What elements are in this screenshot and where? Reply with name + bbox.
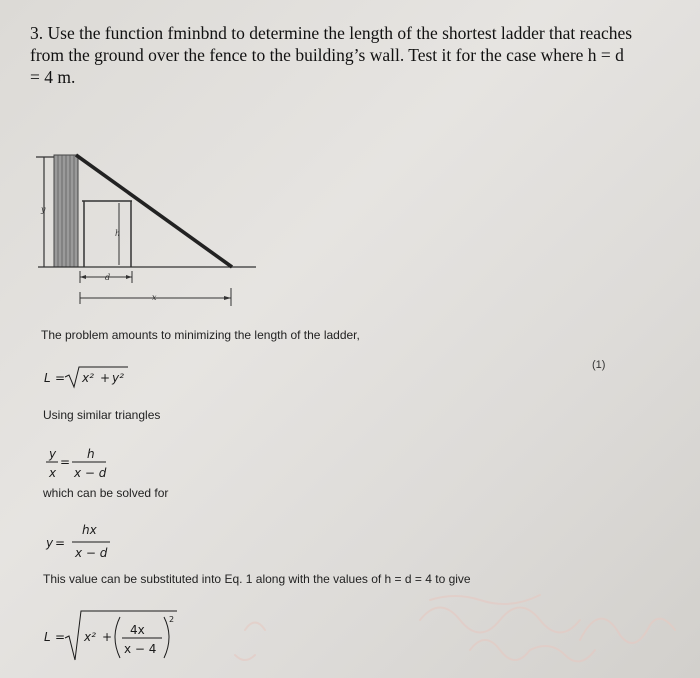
eq1-y2: y² [112,371,124,385]
ysol-equals: = [55,536,66,550]
eq1-L: L [44,371,51,385]
final-x-minus-4: x − 4 [124,642,157,656]
y-solution-equation [44,520,144,562]
ysol-x-minus-d: x − d [75,546,108,560]
final-square: 2 [169,615,175,624]
final-L: L [44,630,51,644]
frac-x: x [49,466,57,480]
ysol-hx: hx [82,523,97,537]
eq1-x2: x² [82,371,94,385]
solved-for-text: which can be solved for [43,486,169,500]
final-equation [44,608,194,664]
final-equals: = [55,630,66,644]
eq1-equals: = [55,371,66,385]
substituted-text: This value can be substituted into Eq. 1 along with the values of h = d = 4 to give [43,572,471,586]
frac-equals: = [60,455,71,469]
problem-line-2: from the ground over the fence to the building’s wall. Test it for the case where h = d [30,45,624,65]
final-plus: + [102,630,113,644]
equation-number: (1) [592,359,606,371]
ladder-diagram [28,140,268,315]
frac-y: y [49,447,57,461]
ladder [76,155,232,267]
problem-line-1: 3. Use the function fminbnd to determine the length of the shortest ladder that reaches [30,23,633,43]
final-x2: x² [84,630,96,644]
y-label: y [41,205,46,214]
final-4x: 4x [130,623,145,637]
intro-text: The problem amounts to minimizing the length of the ladder, [41,328,360,342]
x-label: x [152,293,157,302]
similar-triangles-equation [44,444,144,484]
problem-line-3: = 4 m. [30,67,76,87]
frac-x-minus-d: x − d [74,466,107,480]
similar-triangles-text: Using similar triangles [43,408,161,422]
equation-1 [44,364,144,392]
problem-statement [30,22,690,88]
final-sqrt [65,611,177,660]
d-label: d [105,273,111,282]
ysol-y: y [46,536,54,550]
eq1-plus: + [100,371,111,385]
final-left-paren [115,617,120,658]
frac-h: h [87,447,95,461]
h-label: h [115,229,121,238]
